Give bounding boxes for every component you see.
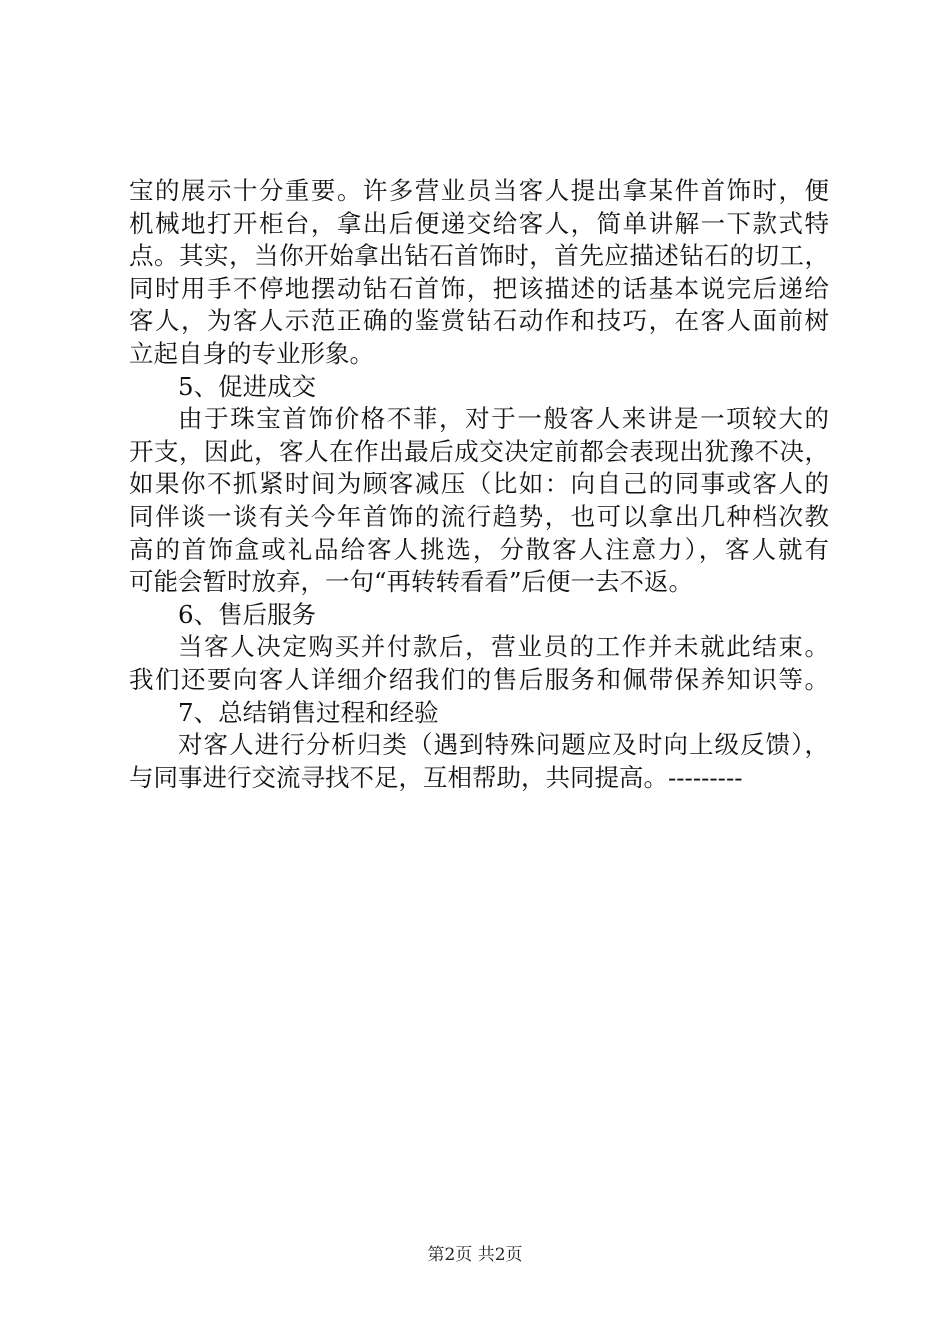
paragraph-line: 由于珠宝首饰价格不菲，对于一般客人来讲是一项较大的 xyxy=(178,404,829,434)
paragraph-line: 如果你不抓紧时间为顾客减压（比如：向自己的同事或客人的 xyxy=(129,469,829,499)
paragraph-line: 我们还要向客人详细介绍我们的售后服务和佩带保养知识等。 xyxy=(129,664,829,694)
paragraph-line: 高的首饰盒或礼品给客人挑选，分散客人注意力），客人就有 xyxy=(129,534,829,564)
paragraph-line: 客人，为客人示范正确的鉴赏钻石动作和技巧，在客人面前树 xyxy=(129,306,829,336)
paragraph-line: 宝的展示十分重要。许多营业员当客人提出拿某件首饰时，便 xyxy=(129,176,829,205)
paragraph-line: 开支，因此，客人在作出最后成交决定前都会表现出犹豫不决， xyxy=(129,436,829,466)
document-body xyxy=(129,175,829,794)
paragraph-line: 可能会暂时放弃，一句“再转转看看”后便一去不返。 xyxy=(129,567,694,597)
paragraph-line: 同伴谈一谈有关今年首饰的流行趋势，也可以拿出几种档次教 xyxy=(129,501,829,531)
section-heading: 5、促进成交 xyxy=(178,371,317,401)
paragraph-line: 同时用手不停地摆动钻石首饰，把该描述的话基本说完后递给 xyxy=(129,273,829,303)
paragraph-line: 当客人决定购买并付款后，营业员的工作并未就此结束。 xyxy=(178,632,829,662)
paragraph-line: 立起自身的专业形象。 xyxy=(129,338,374,368)
section-heading: 6、售后服务 xyxy=(178,599,317,629)
paragraph-line: 机械地打开柜台，拿出后便递交给客人，简单讲解一下款式特 xyxy=(129,208,829,238)
paragraph-line: 与同事进行交流寻找不足，互相帮助，共同提高。--------- xyxy=(129,762,743,792)
page-number-footer xyxy=(0,1244,950,1266)
page-number-label: 第2页 共2页 xyxy=(427,1245,523,1265)
section-heading: 7、总结销售过程和经验 xyxy=(178,697,439,727)
paragraph-line: 对客人进行分析归类（遇到特殊问题应及时向上级反馈）， xyxy=(178,730,829,760)
paragraph-line: 点。其实，当你开始拿出钻石首饰时，首先应描述钻石的切工， xyxy=(129,241,829,271)
